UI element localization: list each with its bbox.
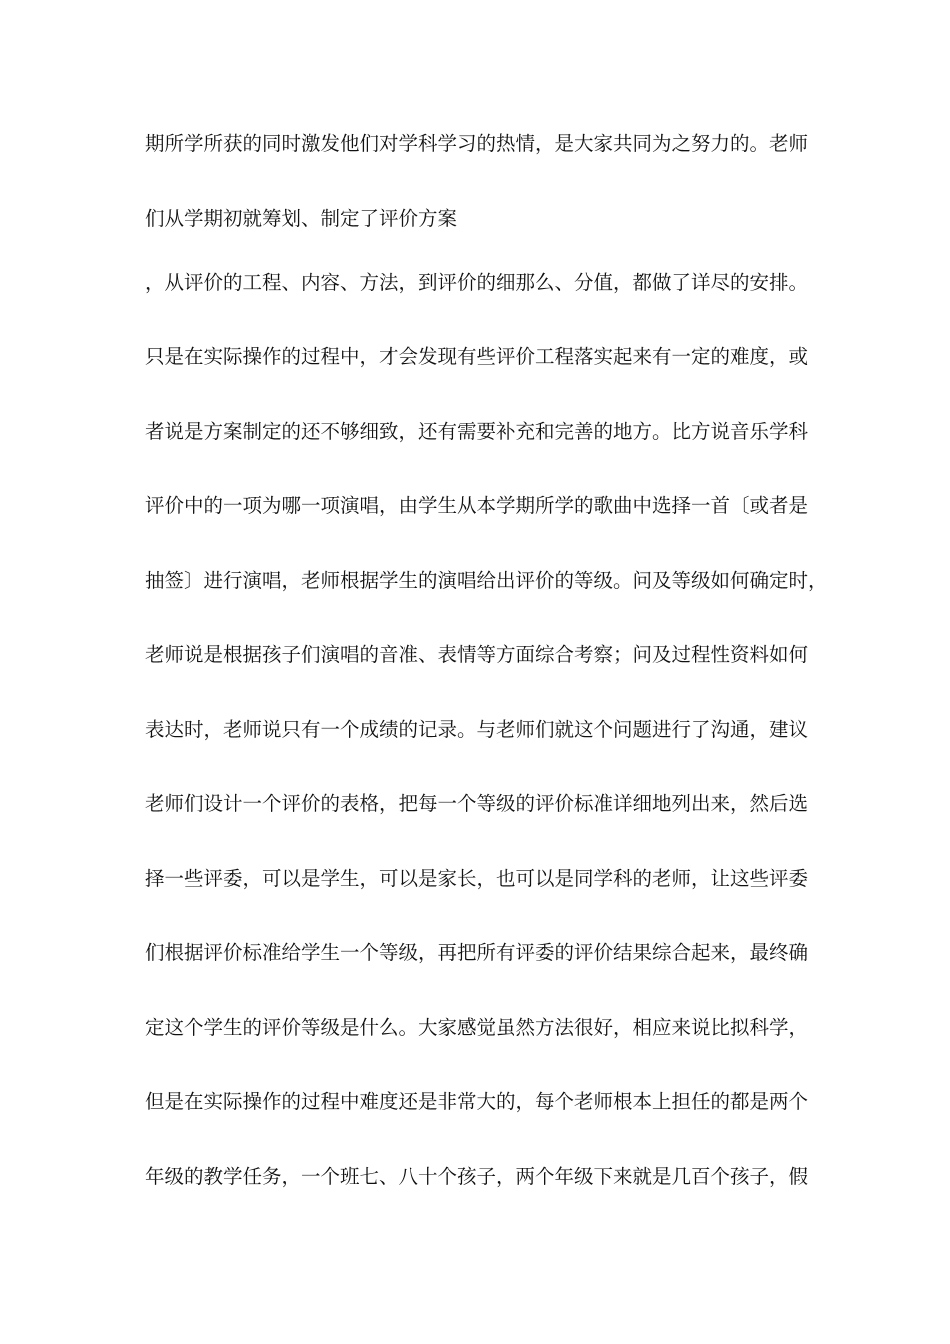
body-text [145, 132, 828, 1189]
text-line: 年级的教学任务，一个班七、八十个孩子，两个年级下来就是几百个孩子，假 [145, 1164, 809, 1188]
text-line: 评价中的一项为哪一项演唱，由学生从本学期所学的歌曲中选择一首〔或者是 [145, 494, 809, 517]
text-line: 只是在实际操作的过程中，才会发现有些评价工程落实起来有一定的难度，或 [145, 345, 809, 368]
text-line: 们从学期初就筹划、制定了评价方案 [145, 206, 458, 230]
text-line: 者说是方案制定的还不够细致，还有需要补充和完善的地方。比方说音乐学科 [145, 419, 809, 443]
text-line: 表达时，老师说只有一个成绩的记录。与老师们就这个问题进行了沟通，建议 [145, 717, 809, 741]
text-line: 但是在实际操作的过程中难度还是非常大的，每个老师根本上担任的都是两个 [145, 1090, 809, 1113]
text-line: 定这个学生的评价等级是什么。大家感觉虽然方法很好，相应来说比拟科学， [145, 1015, 809, 1039]
text-line: 老师说是根据孩子们演唱的音准、表情等方面综合考察；问及过程性资料如何 [145, 643, 809, 666]
text-line: 期所学所获的同时激发他们对学科学习的热情，是大家共同为之努力的。老师 [145, 132, 809, 155]
text-line: 老师们设计一个评价的表格，把每一个等级的评价标准详细地列出来，然后选 [145, 792, 809, 815]
text-line: ，从评价的工程、内容、方法，到评价的细那么、分值，都做了详尽的安排。 [145, 270, 809, 294]
text-line: 抽签〕进行演唱，老师根据学生的演唱给出评价的等级。问及等级如何确定时， [145, 568, 828, 592]
text-line: 择一些评委，可以是学生，可以是家长，也可以是同学科的老师，让这些评委 [145, 866, 809, 890]
text-line: 们根据评价标准给学生一个等级，再把所有评委的评价结果综合起来，最终确 [145, 941, 809, 964]
